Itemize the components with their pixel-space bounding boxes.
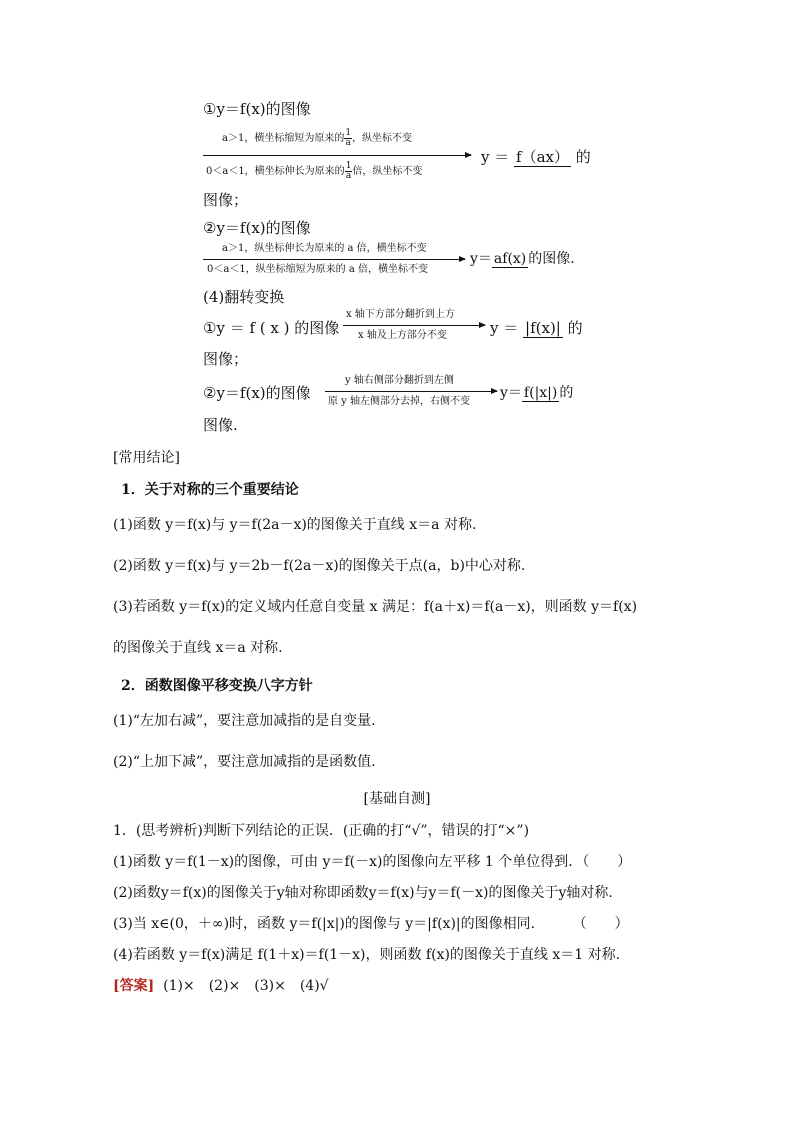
selftest-item-3: (3)当 x∈(0，＋∞)时，函数 y＝f(|x|)的图像与 y＝|f(x)|的图像相同． （ ） (113, 916, 629, 932)
selftest-item-1: (1)函数 y＝f(1－x)的图像，可由 y＝f(－x)的图像向左平移 1 个单位得到．（ ） (113, 854, 632, 870)
stretch-arrow1-top-label (222, 129, 412, 148)
result-lhs: y＝ (500, 385, 522, 401)
flip-arrow2-top-label: y 轴右侧部分翻折到左侧 (345, 375, 454, 386)
selftest-title: [基础自测] (363, 791, 431, 807)
arrow1-top-text: a＞1，横坐标缩短为原来的 (222, 133, 345, 144)
flip-arrow2-result (500, 384, 573, 402)
conclusion-3-line2: 的图像关于直线 x＝a 对称. (113, 640, 283, 656)
flip-line2-prefix: ②y＝f(x)的图像 (203, 384, 311, 402)
result-lhs: y ＝ (490, 319, 519, 337)
conclusion-3-line1: (3)若函数 y＝f(x)的定义域内任意自变量 x 满足：f(a＋x)＝f(a－x)，则函数 y＝f(x) (113, 599, 638, 615)
result-lhs: y＝ (470, 251, 492, 267)
flip-line2-end: 图像. (203, 416, 238, 434)
result-underlined-answer: |f(x)| (525, 319, 561, 337)
fraction-numerator: 1 (345, 161, 352, 171)
answer-text: (1)× (2)× (3)× (4)√ (163, 978, 329, 994)
conclusion-1: (1)函数 y＝f(x)与 y＝f(2a－x)的图像关于直线 x＝a 对称. (113, 517, 477, 533)
right-arrow-icon (203, 259, 465, 260)
conclusion-2: (2)函数 y＝f(x)与 y＝2b－f(2a－x)的图像关于点(a，b)中心对称. (113, 558, 526, 574)
conclusion-4: (1)“左加右减”，要注意加减指的是自变量. (113, 713, 376, 729)
arrow1-bottom-text: 0＜a＜1，横坐标伸长为原来的 (206, 166, 345, 177)
fraction-numerator: 1 (345, 128, 352, 138)
result-suffix: 的图像. (528, 251, 575, 267)
result-lhs: y ＝ (481, 148, 510, 166)
conclusions-tag: [常用结论] (113, 450, 180, 466)
flip-arrow1-bottom-label: x 轴及上方部分不变 (358, 330, 447, 341)
fraction-denominator: a (345, 171, 352, 181)
flip-heading: (4)翻转变换 (203, 288, 285, 306)
stretch-arrow2-result (470, 250, 575, 268)
result-underlined-answer: af(x) (493, 251, 527, 267)
selftest-answer (113, 977, 329, 995)
result-suffix: 的 (559, 385, 574, 401)
stretch-arrow1-bottom-label (206, 162, 422, 181)
stretch-line1-prefix: ①y＝f(x)的图像 (203, 100, 311, 118)
right-arrow-icon (325, 391, 497, 392)
result-suffix: 的 (567, 319, 583, 337)
selftest-item-2: (2)函数y＝f(x)的图像关于y轴对称即函数y＝f(x)与y＝f(－x)的图像关于y轴对称. (113, 885, 613, 901)
answer-tag: [答案] (113, 978, 155, 994)
result-underlined-answer: f（ax） (516, 148, 569, 166)
fraction-1-over-a (344, 129, 352, 148)
selftest-question-head: 1．(思考辨析)判断下列结论的正误．(正确的打“√”，错误的打“×”) (113, 823, 530, 839)
flip-line1-end: 图像； (203, 350, 249, 368)
conclusion-5: (2)“上加下减”，要注意加减指的是函数值. (113, 754, 376, 770)
conclusions-heading-1: 1．关于对称的三个重要结论 (121, 482, 299, 498)
stretch-arrow2-bottom-label: 0＜a＜1，纵坐标缩短为原来的 a 倍，横坐标不变 (207, 264, 429, 275)
result-suffix: 的 (575, 148, 591, 166)
selftest-item-4: (4)若函数 y＝f(x)满足 f(1＋x)＝f(1－x)，则函数 f(x)的图像关于直线 x＝1 对称. (113, 947, 621, 963)
conclusions-heading-2: 2．函数图像平移变换八字方针 (121, 678, 313, 694)
right-arrow-icon (343, 325, 485, 326)
stretch-line2-prefix: ②y＝f(x)的图像 (203, 219, 311, 237)
flip-arrow1-top-label: x 轴下方部分翻折到上方 (346, 309, 455, 320)
fraction-denominator: a (345, 138, 351, 148)
flip-line1-prefix: ①y ＝ f ( x ) 的图像 (203, 319, 340, 337)
arrow1-bottom-text-end: 倍，纵坐标不变 (352, 166, 423, 177)
stretch-arrow2-top-label: a＞1，纵坐标伸长为原来的 a 倍，横坐标不变 (222, 243, 427, 254)
result-underlined-answer: f(|x|) (523, 385, 558, 401)
arrow1-top-text-end: ，纵坐标不变 (352, 133, 413, 144)
stretch-line1-end: 图像； (203, 191, 249, 209)
flip-arrow1-result (490, 318, 583, 338)
stretch-arrow1-result (481, 147, 591, 167)
flip-arrow2-bottom-label: 原 y 轴左侧部分去掉，右侧不变 (328, 396, 471, 407)
right-arrow-icon (203, 155, 471, 156)
